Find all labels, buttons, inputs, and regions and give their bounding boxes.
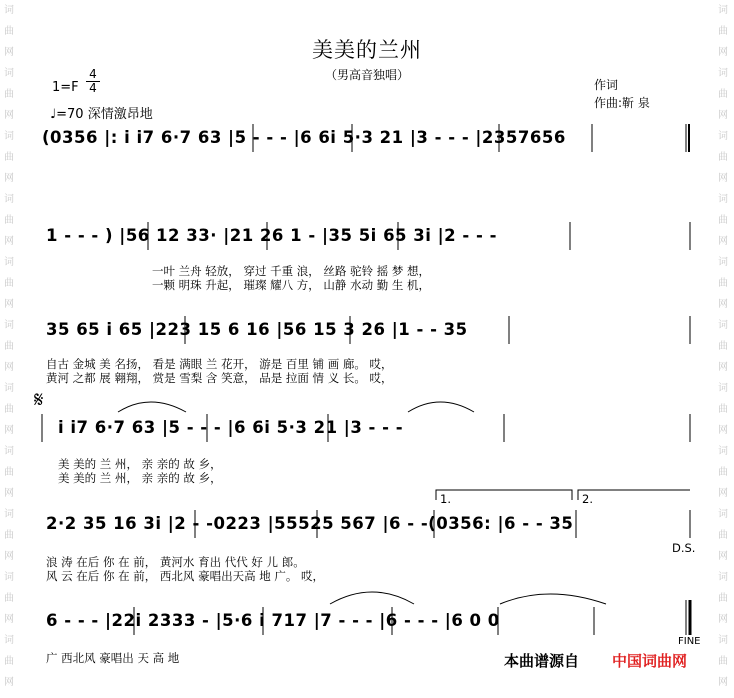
lyrics-row-3-verse-2: 黄河 之都 展 翱翔， 赏是 雪梨 含 笑意， 品是 拉面 情 义 长。 哎， bbox=[46, 371, 393, 385]
watermark-char: 网 bbox=[718, 236, 728, 247]
fine-marking: FINE bbox=[678, 636, 701, 647]
volta-2-bracket bbox=[578, 490, 690, 500]
watermark-char: 词 bbox=[4, 446, 14, 457]
watermark-char: 曲 bbox=[4, 467, 14, 478]
watermark-char: 网 bbox=[4, 488, 14, 499]
watermark-char: 词 bbox=[4, 635, 14, 646]
lyrics-row-6: 广 西北风 豪唱出 天 高 地 bbox=[46, 651, 180, 665]
watermark-char: 词 bbox=[718, 383, 728, 394]
brand-link[interactable]: 中国词曲网 bbox=[612, 652, 688, 670]
watermark-char: 网 bbox=[718, 299, 728, 310]
volta-1-label: 1. bbox=[440, 492, 451, 506]
song-title: 美美的兰州 bbox=[312, 38, 422, 62]
lyricist: 作词 bbox=[594, 78, 619, 92]
volta-1-bracket bbox=[436, 490, 572, 500]
source-label: 本曲谱源自 bbox=[504, 652, 580, 670]
notation-row-5: 2·2 35 16 3i |2 - -0223 |55525 567 |6 - -(0356: |6 - - 35 bbox=[46, 514, 574, 533]
song-subtitle: （男高音独唱） bbox=[324, 68, 409, 82]
watermark-char: 网 bbox=[4, 551, 14, 562]
watermark-char: 曲 bbox=[718, 89, 728, 100]
watermark-char: 词 bbox=[4, 257, 14, 268]
watermark-char: 网 bbox=[4, 236, 14, 247]
notation-row-6: 6 - - - |22i 2333 - |5·6 i 717 |7 - - - |6 - - - |6 0 0 bbox=[46, 611, 500, 630]
watermark-char: 网 bbox=[718, 362, 728, 373]
watermark-char: 词 bbox=[718, 509, 728, 520]
watermark-char: 词 bbox=[718, 194, 728, 205]
watermark-char: 网 bbox=[718, 47, 728, 58]
watermark-char: 词 bbox=[718, 5, 728, 16]
volta-2-label: 2. bbox=[582, 492, 593, 506]
watermark-char: 网 bbox=[4, 47, 14, 58]
watermark-char: 网 bbox=[4, 425, 14, 436]
tempo-marking: ♩=70 深情激昂地 bbox=[50, 107, 153, 122]
watermark-char: 曲 bbox=[718, 26, 728, 37]
slur bbox=[408, 402, 474, 412]
watermark-char: 网 bbox=[4, 173, 14, 184]
watermark-char: 曲 bbox=[4, 26, 14, 37]
watermark-char: 词 bbox=[718, 446, 728, 457]
watermark-char: 曲 bbox=[718, 404, 728, 415]
slur bbox=[118, 402, 186, 412]
watermark-char: 网 bbox=[718, 173, 728, 184]
watermark-char: 网 bbox=[4, 614, 14, 625]
watermark-char: 词 bbox=[4, 131, 14, 142]
lyrics-row-4-verse-1: 美 美的 兰 州， 亲 亲的 故 乡， bbox=[58, 457, 222, 471]
watermark-char: 曲 bbox=[4, 152, 14, 163]
watermark-char: 词 bbox=[4, 68, 14, 79]
watermark-char: 词 bbox=[4, 572, 14, 583]
watermark-char: 词 bbox=[718, 572, 728, 583]
watermark-char: 曲 bbox=[4, 593, 14, 604]
watermark-char: 曲 bbox=[718, 278, 728, 289]
notation-row-2: 1 - - - ) |56 12 33· |21 26 1 - |35 5i 65 3i |2 - - - bbox=[46, 226, 497, 245]
dal-segno: D.S. bbox=[672, 541, 696, 555]
watermark-char: 网 bbox=[4, 299, 14, 310]
watermark-char: 词 bbox=[4, 320, 14, 331]
lyrics-row-3-verse-1: 自古 金城 美 名扬， 看是 满眼 兰 花开， 游是 百里 铺 画 廊。 哎， bbox=[46, 357, 393, 371]
notation-row-3: 35 65 i 65 |223 15 6 16 |56 15 3 26 |1 - - 35 bbox=[46, 320, 468, 339]
watermark-char: 词 bbox=[718, 635, 728, 646]
lyrics-row-2-verse-1: 一叶 兰舟 轻放， 穿过 千重 浪， 丝路 驼铃 摇 梦 想， bbox=[152, 264, 431, 278]
watermark-char: 词 bbox=[718, 257, 728, 268]
watermark-char: 曲 bbox=[4, 530, 14, 541]
watermark-char: 网 bbox=[718, 614, 728, 625]
watermark-char: 网 bbox=[4, 110, 14, 121]
watermark-char: 网 bbox=[718, 110, 728, 121]
watermark-char: 网 bbox=[718, 551, 728, 562]
watermark-char: 曲 bbox=[718, 341, 728, 352]
watermark-char: 曲 bbox=[4, 656, 14, 667]
watermark-char: 词 bbox=[4, 383, 14, 394]
notation-row-4: i i7 6·7 63 |5 - - - |6 6i 5·3 21 |3 - - - bbox=[58, 418, 404, 437]
lyrics-row-5-verse-2: 风 云 在后 你 在 前， 西北风 豪唱出天高 地 广。 哎， bbox=[46, 569, 325, 583]
meter-bottom: 4 bbox=[86, 81, 100, 95]
watermark-char: 词 bbox=[4, 5, 14, 16]
watermark-char: 曲 bbox=[718, 593, 728, 604]
watermark-char: 曲 bbox=[718, 215, 728, 226]
watermark-char: 网 bbox=[4, 362, 14, 373]
watermark-char: 词 bbox=[718, 131, 728, 142]
watermark-char: 网 bbox=[718, 677, 728, 688]
watermark-char: 网 bbox=[4, 677, 14, 688]
watermark-char: 曲 bbox=[4, 278, 14, 289]
watermark-char: 曲 bbox=[4, 404, 14, 415]
watermark-char: 词 bbox=[718, 68, 728, 79]
notation-row-1: (0356 |: i i7 6·7 63 |5 - - - |6 6i 5·3 21 |3 - - - |2357656 bbox=[42, 128, 566, 147]
watermark-char: 词 bbox=[4, 194, 14, 205]
slur bbox=[330, 592, 414, 604]
watermark-char: 网 bbox=[718, 425, 728, 436]
segno-sign: 𝄋 bbox=[34, 388, 44, 413]
watermark-char: 曲 bbox=[4, 341, 14, 352]
watermark-char: 曲 bbox=[4, 215, 14, 226]
key-signature: 1=F bbox=[52, 80, 79, 95]
lyrics-row-4-verse-2: 美 美的 兰 州， 亲 亲的 故 乡， bbox=[58, 471, 222, 485]
watermark-char: 曲 bbox=[718, 467, 728, 478]
lyrics-row-5-verse-1: 浪 涛 在后 你 在 前， 黄河水 育出 代代 好 儿 郎。 bbox=[46, 555, 305, 569]
watermark-char: 曲 bbox=[4, 89, 14, 100]
composer: 作曲:靳 泉 bbox=[594, 96, 650, 110]
watermark-char: 曲 bbox=[718, 152, 728, 163]
watermark-char: 网 bbox=[718, 488, 728, 499]
watermark-char: 曲 bbox=[718, 530, 728, 541]
lyrics-row-2-verse-2: 一颗 明珠 升起， 璀璨 耀八 方， 山静 水动 勤 生 机， bbox=[152, 278, 431, 292]
watermark-char: 曲 bbox=[718, 656, 728, 667]
watermark-char: 词 bbox=[718, 320, 728, 331]
meter-top: 4 bbox=[89, 67, 97, 81]
slur bbox=[500, 594, 606, 604]
watermark-char: 词 bbox=[4, 509, 14, 520]
